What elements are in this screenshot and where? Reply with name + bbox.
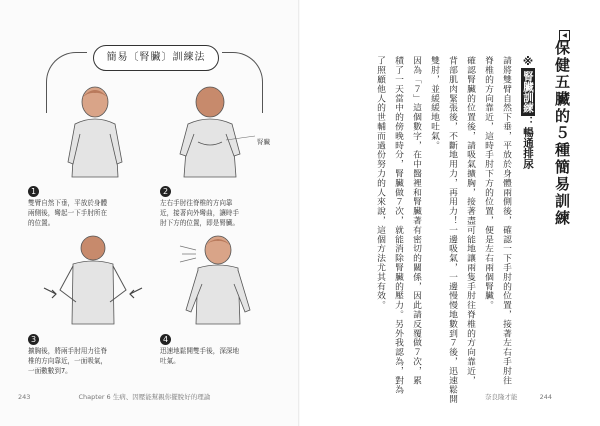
body-column-2: 脊椎的方向靠近，這時手肘下方的位置，便是左右兩個腎臟。 [483, 56, 493, 310]
figure-step-3 [38, 232, 148, 332]
subhead-mark: ※ [522, 56, 534, 68]
left-chapter-title: Chapter 6 生病、因壓能幫親你擺脫好的理論 [78, 393, 211, 401]
body-column-8: 了照顧他人的世輔而過份努力的人來說，這個方法尤其有效。 [375, 56, 385, 310]
person-exhale-illustration [160, 232, 270, 332]
figure-step-4 [160, 232, 270, 332]
right-footer [485, 392, 552, 401]
step-number-1: 1 [28, 186, 39, 197]
kidney-label: 腎臟 [257, 138, 270, 146]
left-page-number: 243 [18, 393, 31, 401]
subhead-tag: 腎臟訓練 [521, 68, 535, 116]
right-page-number: 244 [539, 393, 552, 401]
subhead-rest: 暢通排尿 [522, 126, 534, 169]
person-arms-down-illustration [40, 82, 150, 182]
figure-step-2 [160, 82, 270, 182]
body-column-5: 雙肘，並緩緩地吐氣。 [429, 56, 439, 150]
step-text-3: 擴胸後，將兩手肘用力往脊 椎的方向靠近，一面吸氣， 一面數數到7。 [28, 347, 108, 375]
chapter-title: 保健五臟的５種簡易訓練 [553, 40, 571, 227]
body-column-6: 因為「７」這個數字，在中醫裡和腎臟著有密切的關係，因此請反覆做７次，累 [411, 56, 421, 385]
left-footer [18, 392, 210, 401]
step-text-4: 迅速地鬆開雙手後，深深地 吐氣。 [160, 347, 240, 365]
person-chest-expand-illustration [38, 232, 148, 332]
body-column-4: 背部肌肉緊張後，不斷地用力，再用力！一邊吸氣，一邊慢慢地數到７後，迅速鬆開 [447, 56, 457, 404]
step-number-3: 3 [28, 334, 39, 345]
step-number-2: 2 [160, 186, 171, 197]
section-subhead [521, 56, 536, 169]
figure-step-1 [40, 82, 150, 182]
body-column-1: 請將雙臂自然下垂，平放於身體兩側後，確認一下手肘的位置，接著左右手肘往 [501, 56, 511, 385]
method-title: 簡易〔腎臟〕訓練法 [93, 45, 219, 71]
step-text-1: 雙臂自然下垂，平放於身體 兩側後，彎起一下手肘所在 的位置。 [28, 199, 108, 227]
step-text-2: 左右手肘往脊椎的方向靠 近，接著向外彎曲，讓時手 肘下方的位置，即是腎臟。 [160, 199, 240, 227]
subhead-separator: ： [522, 116, 534, 127]
body-column-3: 確認腎臟的位置後，請吸氣擴胸，接著盡可能地讓兩隻手肘往脊椎的方向靠近， [465, 56, 475, 385]
step-number-4: 4 [160, 334, 171, 345]
chapter-marker-icon: ◀ [559, 30, 570, 41]
right-book-title: 奈良隆才能 [485, 393, 518, 401]
body-column-7: 積了一天當中的傍晚時分，腎臟做７次，就能消除腎臟的壓力。另外我認為，對為 [393, 56, 403, 395]
person-back-view-illustration [160, 82, 270, 182]
